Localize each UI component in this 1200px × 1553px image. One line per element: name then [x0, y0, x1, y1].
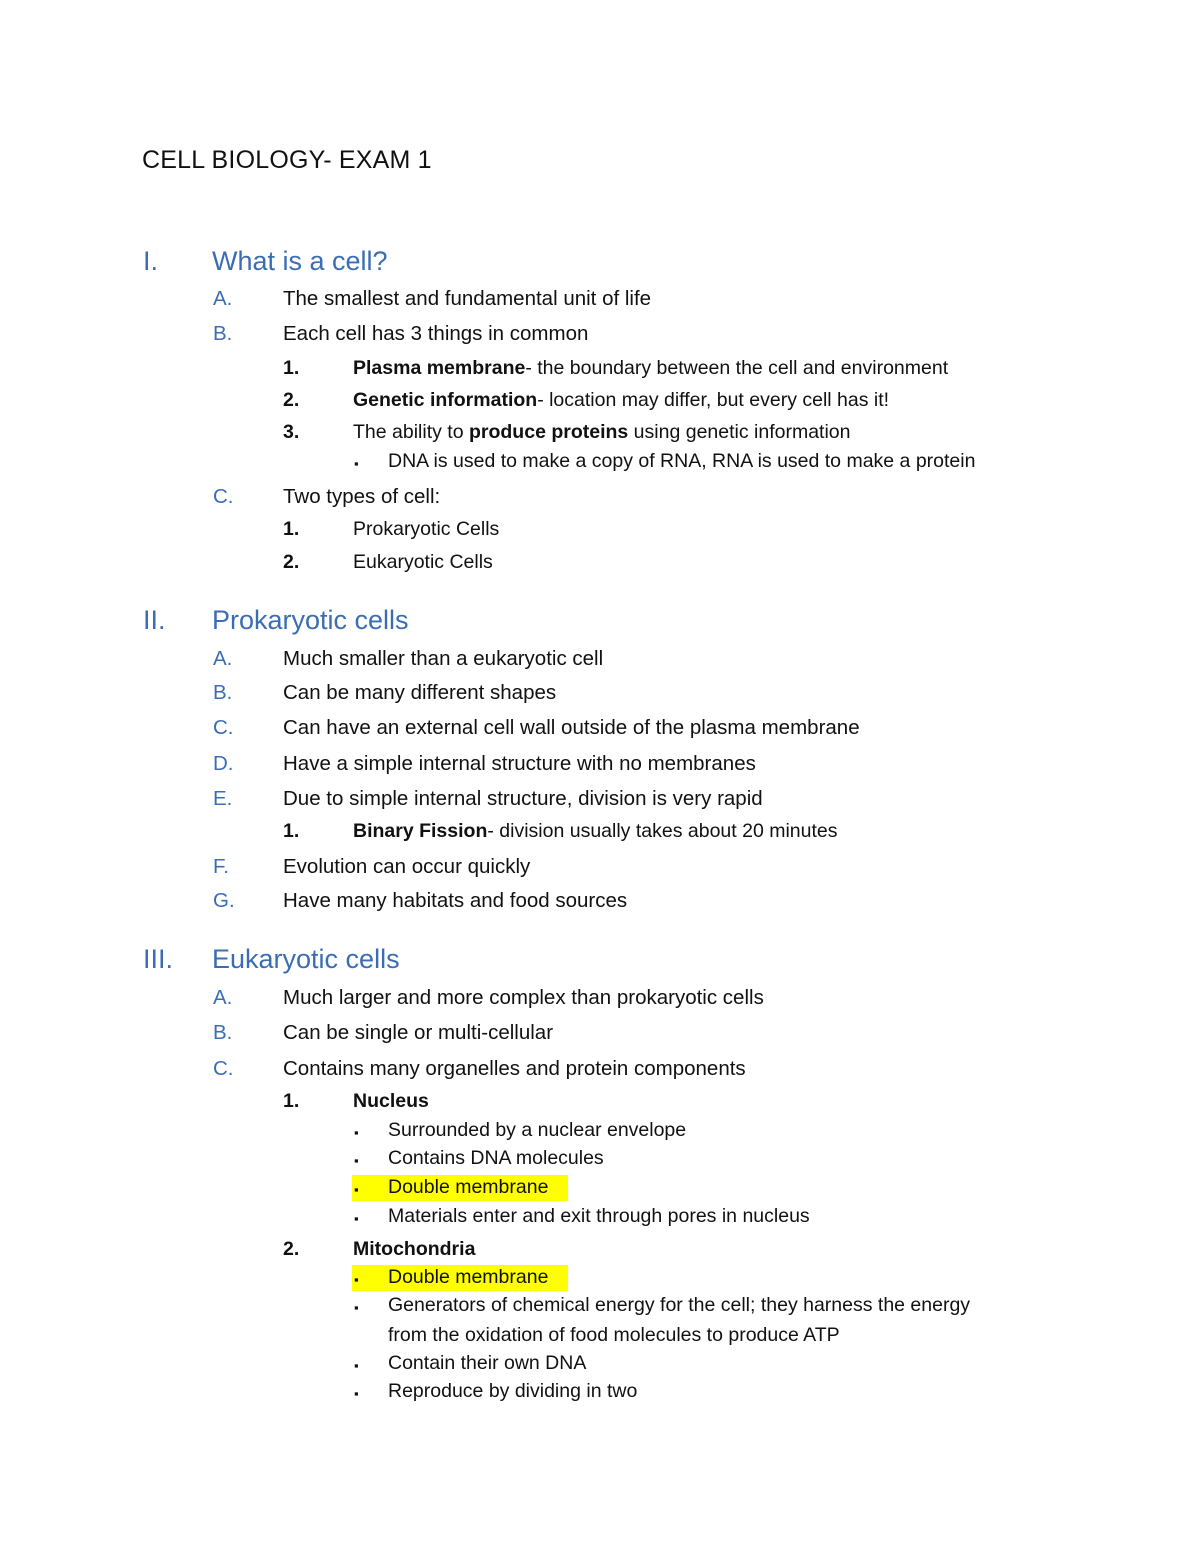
- sub-item-text: using genetic information: [628, 421, 851, 443]
- item-letter: C.: [213, 485, 234, 508]
- item-letter: G.: [213, 889, 235, 912]
- bullet-text-highlighted: Double membrane: [388, 1176, 549, 1198]
- bullet-icon: ▪: [354, 1211, 359, 1226]
- section-title: Eukaryotic cells: [212, 944, 400, 974]
- item-letter: B.: [213, 322, 233, 345]
- sub-item-bold: Nucleus: [353, 1090, 429, 1112]
- bullet-icon: ▪: [354, 1125, 359, 1140]
- item-text: Can have an external cell wall outside of the plasma membrane: [283, 716, 860, 739]
- item-text: Can be many different shapes: [283, 681, 557, 704]
- item-text: Due to simple internal structure, division is very rapid: [283, 787, 763, 810]
- sub-item: [353, 421, 850, 444]
- item-text: Much smaller than a eukaryotic cell: [283, 647, 604, 670]
- bullet-icon: ▪: [354, 1182, 359, 1197]
- sub-item-pre: The ability to: [353, 421, 469, 443]
- sub-number: 2.: [283, 551, 300, 573]
- bullet-icon: ▪: [354, 1300, 359, 1315]
- section-numeral: II.: [143, 605, 166, 635]
- item-letter: B.: [213, 681, 233, 704]
- section-title: What is a cell?: [212, 246, 388, 276]
- sub-item: Prokaryotic Cells: [353, 518, 500, 540]
- bullet-icon: ▪: [354, 1272, 359, 1287]
- sub-number: 1.: [283, 357, 300, 379]
- sub-item: [353, 357, 948, 380]
- sub-item-bold: Genetic information: [353, 389, 538, 411]
- bullet-icon: ▪: [354, 1153, 359, 1168]
- sub-item: [353, 1238, 475, 1261]
- item-text: Each cell has 3 things in common: [283, 322, 589, 345]
- bullet-text: Reproduce by dividing in two: [388, 1380, 638, 1402]
- item-letter: A.: [213, 986, 233, 1009]
- sub-number: 2.: [283, 389, 300, 411]
- item-letter: A.: [213, 287, 233, 310]
- section-numeral: III.: [143, 944, 174, 974]
- bullet-icon: ▪: [354, 456, 359, 471]
- item-text: Evolution can occur quickly: [283, 855, 531, 878]
- sub-item: [353, 820, 837, 843]
- sub-item-text: - the boundary between the cell and environment: [525, 357, 949, 379]
- sub-item: Eukaryotic Cells: [353, 551, 493, 573]
- sub-item: [353, 389, 889, 412]
- sub-item-bold: Plasma membrane: [353, 357, 526, 379]
- item-text: Have many habitats and food sources: [283, 889, 628, 912]
- bullet-text-continued: from the oxidation of food molecules to produce ATP: [388, 1324, 840, 1346]
- item-letter: E.: [213, 787, 233, 810]
- bullet-text-highlighted: Double membrane: [388, 1266, 549, 1288]
- item-letter: B.: [213, 1021, 233, 1044]
- item-letter: F.: [213, 855, 229, 878]
- bullet-icon: ▪: [354, 1386, 359, 1401]
- sub-number: 2.: [283, 1238, 300, 1260]
- sub-item-text: - location may differ, but every cell has it!: [537, 389, 890, 411]
- item-letter: D.: [213, 752, 234, 775]
- item-letter: C.: [213, 1057, 234, 1080]
- item-text: Much larger and more complex than prokaryotic cells: [283, 986, 764, 1009]
- section-title: Prokaryotic cells: [212, 605, 409, 635]
- section-numeral: I.: [143, 246, 159, 276]
- bullet-text: Contain their own DNA: [388, 1352, 587, 1374]
- bullet-icon: ▪: [354, 1358, 359, 1373]
- document-title: CELL BIOLOGY- EXAM 1: [142, 146, 432, 174]
- bullet-text: DNA is used to make a copy of RNA, RNA is used to make a protein: [388, 450, 976, 472]
- item-text: Contains many organelles and protein components: [283, 1057, 746, 1080]
- item-letter: C.: [213, 716, 234, 739]
- item-text: Two types of cell:: [283, 485, 441, 508]
- sub-number: 1.: [283, 820, 300, 842]
- sub-item-text: - division usually takes about 20 minutes: [487, 820, 838, 842]
- item-text: Have a simple internal structure with no membranes: [283, 752, 756, 775]
- sub-item: [353, 1090, 429, 1113]
- item-text: Can be single or multi-cellular: [283, 1021, 554, 1044]
- sub-number: 1.: [283, 1090, 300, 1112]
- item-letter: A.: [213, 647, 233, 670]
- bullet-text: Contains DNA molecules: [388, 1147, 604, 1169]
- bullet-text: Generators of chemical energy for the cell; they harness the energy: [388, 1294, 971, 1316]
- bullet-text: Surrounded by a nuclear envelope: [388, 1119, 687, 1141]
- sub-number: 1.: [283, 518, 300, 540]
- sub-item-bold: Binary Fission: [353, 820, 488, 842]
- bullet-text: Materials enter and exit through pores in nucleus: [388, 1205, 810, 1227]
- sub-number: 3.: [283, 421, 300, 443]
- item-text: The smallest and fundamental unit of life: [283, 287, 652, 310]
- sub-item-bold: Mitochondria: [353, 1238, 476, 1260]
- sub-item-bold: produce proteins: [468, 421, 629, 443]
